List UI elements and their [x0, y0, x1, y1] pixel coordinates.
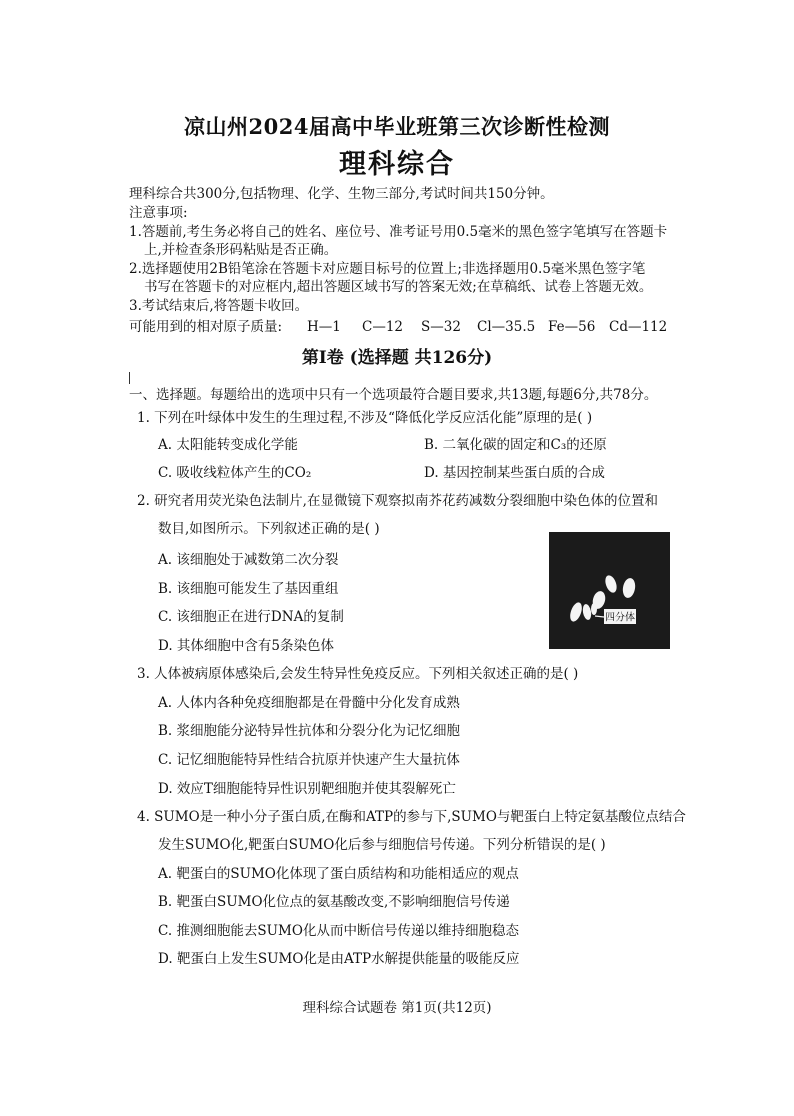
atomic-mass-cl: Cl—35.5	[477, 319, 536, 335]
question-3-option-a: A. 人体内各种免疫细胞都是在骨髓中分化发育成熟	[158, 695, 460, 711]
question-4-option-b: B. 靶蛋白SUMO化位点的氨基酸改变,不影响细胞信号传递	[158, 894, 510, 910]
notice-item-1-line-2: 上,并检查条形码粘贴是否正确。	[144, 242, 338, 258]
question-2-option-b: B. 该细胞可能发生了基因重组	[158, 581, 339, 597]
question-1-stem: 1. 下列在叶绿体中发生的生理过程,不涉及“降低化学反应活化能”原理的是( )	[137, 410, 593, 426]
question-3-option-b: B. 浆细胞能分泌特异性抗体和分裂分化为记忆细胞	[158, 723, 461, 739]
question-4-option-a: A. 靶蛋白的SUMO化体现了蛋白质结构和功能相适应的观点	[158, 866, 519, 882]
notice-heading: 注意事项:	[129, 205, 188, 221]
atomic-mass-s: S—32	[421, 319, 461, 335]
subject-title: 理科综合	[339, 149, 455, 180]
question-2-option-c: C. 该细胞正在进行DNA的复制	[158, 609, 344, 625]
question-4-stem-line-2: 发生SUMO化,靶蛋白SUMO化后参与细胞信号传递。下列分析错误的是( )	[158, 837, 606, 853]
part-one-instructions: 一、选择题。每题给出的选项中只有一个选项最符合题目要求,共13题,每题6分,共78分。	[129, 387, 658, 403]
question-2-stem-line-2: 数目,如图所示。下列叙述正确的是( )	[158, 521, 380, 537]
question-1-option-b: B. 二氧化碳的固定和C₃的还原	[424, 437, 607, 453]
question-3-stem: 3. 人体被病原体感染后,会发生特异性免疫反应。下列相关叙述正确的是( )	[137, 666, 579, 682]
question-2-stem-line-1: 2. 研究者用荧光染色法制片,在显微镜下观察拟南芥花药减数分裂细胞中染色体的位置和	[137, 493, 658, 509]
question-4-stem-line-1: 4. SUMO是一种小分子蛋白质,在酶和ATP的参与下,SUMO与靶蛋白上特定氨基酸位点结合	[137, 809, 686, 825]
intro-text: 理科综合共300分,包括物理、化学、生物三部分,考试时间共150分钟。	[129, 186, 554, 202]
atomic-mass-h: H—1	[307, 319, 341, 335]
section-title: 第Ⅰ卷 (选择题 共126分)	[301, 348, 493, 368]
question-3-option-d: D. 效应T细胞能特异性识别靶细胞并使其裂解死亡	[158, 781, 456, 797]
question-2-option-d: D. 其体细胞中含有5条染色体	[158, 638, 335, 654]
question-4-option-d: D. 靶蛋白上发生SUMO化是由ATP水解提供能量的吸能反应	[158, 951, 520, 967]
notice-item-2-line-2: 书写在答题卡的对应框内,超出答题区域书写的答案无效;在草稿纸、试卷上答题无效。	[144, 279, 653, 295]
question-1-option-c: C. 吸收线粒体产生的CO₂	[158, 465, 312, 481]
question-3-option-c: C. 记忆细胞能特异性结合抗原并快速产生大量抗体	[158, 752, 460, 768]
figure-label: 四分体	[605, 612, 635, 624]
atomic-mass-label: 可能用到的相对原子质量:	[129, 319, 283, 335]
margin-mark	[129, 372, 130, 384]
atomic-mass-fe: Fe—56	[548, 319, 596, 335]
notice-item-2-line-1: 2.选择题使用2B铅笔涂在答题卡对应题目标号的位置上;非选择题用0.5毫米黑色签字笔	[129, 261, 646, 277]
atomic-mass-c: C—12	[362, 319, 404, 335]
notice-item-3: 3.考试结束后,将答题卡收回。	[129, 298, 309, 314]
exam-title: 凉山州2024届高中毕业班第三次诊断性检测	[184, 114, 610, 139]
micrograph-figure	[549, 532, 670, 649]
atomic-mass-cd: Cd—112	[609, 319, 668, 335]
question-1-option-a: A. 太阳能转变成化学能	[158, 437, 298, 453]
question-4-option-c: C. 推测细胞能去SUMO化从而中断信号传递以维持细胞稳态	[158, 923, 519, 939]
page-footer: 理科综合试题卷 第1页(共12页)	[302, 1000, 492, 1016]
question-1-option-d: D. 基因控制某些蛋白质的合成	[424, 465, 605, 481]
question-2-option-a: A. 该细胞处于减数第二次分裂	[158, 552, 339, 568]
notice-item-1-line-1: 1.答题前,考生务必将自己的姓名、座位号、准考证号用0.5毫米的黑色签字笔填写在答题卡	[129, 224, 668, 240]
